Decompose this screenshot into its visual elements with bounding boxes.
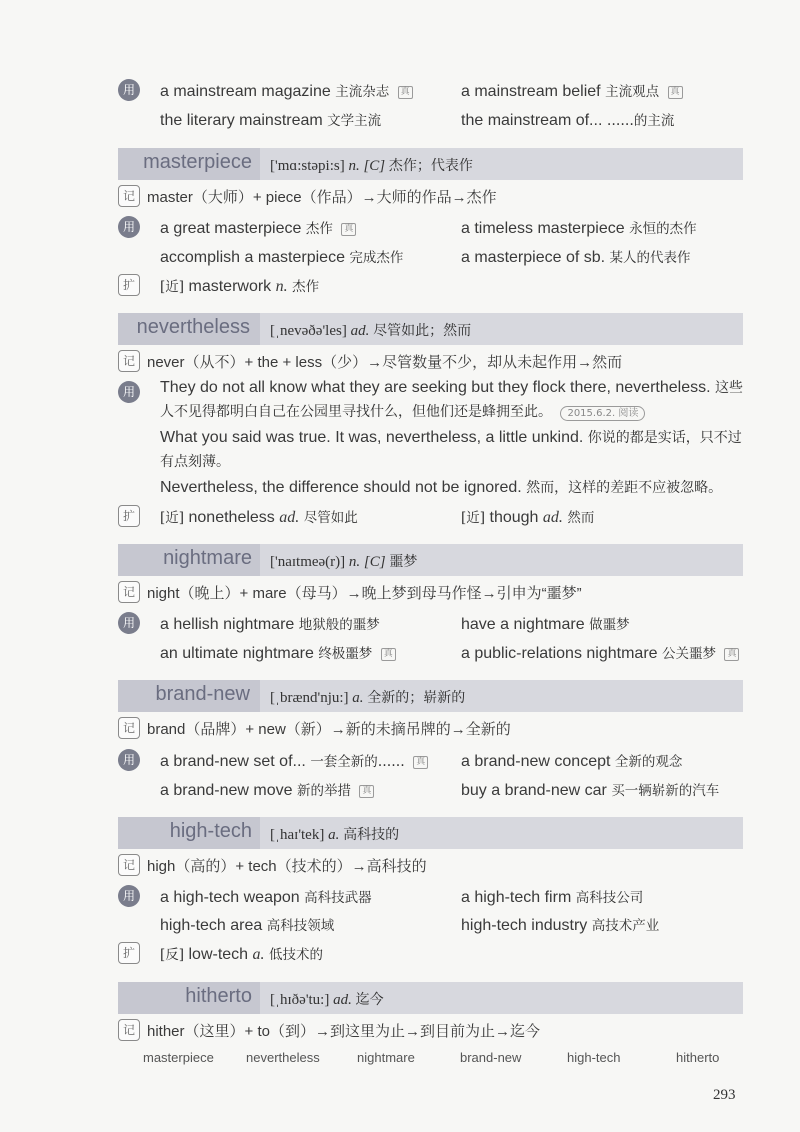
part-of-speech: n. [C] — [348, 158, 386, 174]
pronunciation-line — [270, 687, 465, 707]
phrase — [160, 80, 413, 101]
phrase — [461, 914, 659, 935]
sentence-en: Nevertheless, the difference should not be ignored. — [160, 479, 522, 496]
pronunciation-line — [270, 155, 473, 175]
exam-source-tag: 2015.6.2. 阅读 — [560, 406, 645, 421]
phrase — [160, 217, 356, 238]
phrase-en: high-tech industry — [461, 917, 588, 934]
related-word-cn: 尽管如此 — [303, 510, 358, 526]
phrase-cn: 文学主流 — [327, 113, 382, 129]
meaning: 尽管如此；然而 — [373, 323, 472, 339]
related-word-cn: 低技术的 — [268, 947, 323, 963]
related-word-cn: 然而 — [567, 510, 595, 526]
phrase-cn: 某人的代表作 — [609, 250, 691, 266]
phrase-cn: 高科技武器 — [304, 890, 372, 906]
memory-icon: 记 — [118, 185, 140, 207]
pronunciation-line — [270, 989, 384, 1009]
phrase-en: a mainstream belief — [461, 83, 601, 100]
part-of-speech: ad. — [333, 992, 352, 1008]
usage-icon: 用 — [118, 749, 140, 771]
phonetic: [ˌhɪðə'tu:] — [270, 992, 330, 1008]
pronunciation-line — [270, 824, 399, 844]
meaning: 全新的；崭新的 — [367, 690, 466, 706]
headword: nightmare — [163, 547, 252, 569]
related-word-en: masterwork — [188, 278, 272, 295]
phrase-en: high-tech area — [160, 917, 263, 934]
phrase-cn: 高技术产业 — [591, 918, 660, 934]
phrase-en: a timeless masterpiece — [461, 220, 625, 237]
related-word — [160, 943, 323, 964]
part-of-speech: n. — [275, 278, 288, 295]
phrase-cn: 公关噩梦 — [662, 646, 716, 662]
etymology: night（晚上）+ mare（母马）→晚上梦到母马作怪→引申为“噩梦” — [147, 585, 582, 602]
phrase-cn: 一套全新的…… — [310, 754, 405, 770]
phrase-en: a hellish nightmare — [160, 616, 295, 633]
phrase-en: have a nightmare — [461, 616, 585, 633]
phrase — [461, 750, 682, 771]
phrase-cn: 主流观点 — [605, 84, 660, 100]
relation-label: [反] — [160, 947, 185, 963]
headword: nevertheless — [136, 316, 250, 338]
phrase — [160, 779, 374, 800]
phrase-en: a brand-new move — [160, 782, 293, 799]
headword-band — [118, 817, 743, 849]
etymology: never（从不）+ the + less（少）→尽管数量不少，却从未起作用→然而 — [147, 354, 623, 371]
etymology: hither（这里）+ to（到）→到这里为止→到目前为止→迄今 — [147, 1023, 540, 1040]
meaning: 高科技的 — [343, 827, 400, 843]
sentence-en: What you said was true. It was, nevertheless, a little unkind. — [160, 429, 584, 446]
footer-nav-item: high-tech — [567, 1050, 621, 1065]
memory-icon: 记 — [118, 350, 140, 372]
footer-nav-item: nevertheless — [246, 1050, 320, 1065]
phrase — [160, 613, 380, 634]
phrase-en: a brand-new concept — [461, 753, 611, 770]
phrase — [461, 246, 691, 267]
phrase-cn: ……的主流 — [606, 113, 675, 129]
phrase — [160, 109, 381, 130]
part-of-speech: ad. — [542, 509, 563, 526]
phrase-en: an ultimate nightmare — [160, 645, 314, 662]
phrase-en: a mainstream magazine — [160, 83, 331, 100]
phrase-cn: 终极噩梦 — [318, 646, 373, 662]
sentence-cn: 然而，这样的差距不应被忽略。 — [526, 480, 723, 496]
etymology: master（大师）+ piece（作品）→大师的作品→杰作 — [147, 189, 497, 206]
expand-icon: 扩 — [118, 274, 140, 296]
phrase-en: accomplish a masterpiece — [160, 249, 345, 266]
phrase-en: a brand-new set of... — [160, 753, 306, 770]
footer-nav-item: brand-new — [460, 1050, 522, 1065]
related-word — [160, 275, 319, 296]
phrase-cn: 全新的观念 — [614, 754, 683, 770]
expand-icon: 扩 — [118, 942, 140, 964]
footer-nav-item: masterpiece — [143, 1050, 214, 1065]
phrase — [461, 109, 674, 130]
exam-tag: 真 — [381, 648, 396, 661]
example-sentence — [160, 376, 748, 424]
headword-band — [118, 544, 743, 576]
phrase — [461, 80, 683, 101]
phrase — [461, 217, 697, 238]
headword: brand-new — [155, 683, 250, 705]
phrase-en: a masterpiece of sb. — [461, 249, 606, 266]
headword-band — [118, 982, 743, 1014]
phrase — [461, 613, 630, 634]
headword-band — [118, 680, 743, 712]
part-of-speech: a. — [328, 827, 340, 843]
phrase — [160, 750, 428, 771]
memory-icon: 记 — [118, 581, 140, 603]
phrase-cn: 高科技领域 — [266, 918, 335, 934]
exam-tag: 真 — [413, 756, 428, 769]
sentence-cn: 你说的都是实话，只不过有点刻薄。 — [160, 430, 742, 470]
memory-icon: 记 — [118, 1019, 140, 1041]
meaning: 噩梦 — [389, 554, 418, 570]
headword-band — [118, 313, 743, 345]
memory-icon: 记 — [118, 717, 140, 739]
exam-tag: 真 — [359, 785, 374, 798]
phonetic: ['mɑ:stəpi:s] — [270, 158, 345, 174]
phrase-cn: 完成杰作 — [349, 250, 404, 266]
phrase — [461, 779, 719, 800]
memory-icon: 记 — [118, 854, 140, 876]
related-word — [461, 506, 594, 527]
phonetic: [ˌbrænd'nju:] — [270, 690, 349, 706]
meaning: 杰作；代表作 — [388, 158, 473, 174]
example-sentence — [160, 426, 748, 474]
relation-label: [近] — [160, 279, 185, 295]
headword: high-tech — [169, 820, 252, 842]
phrase-en: the literary mainstream — [160, 112, 323, 129]
phrase-en: buy a brand-new car — [461, 782, 607, 799]
page-number: 293 — [713, 1087, 736, 1103]
phrase — [160, 886, 372, 907]
footer-nav-item: hitherto — [676, 1050, 720, 1065]
related-word-en: low-tech — [188, 946, 249, 963]
usage-icon: 用 — [118, 381, 140, 403]
part-of-speech: a. — [352, 690, 364, 706]
phonetic: [ˌnevəðə'les] — [270, 323, 347, 339]
usage-icon: 用 — [118, 216, 140, 238]
related-word-en: though — [489, 509, 539, 526]
headword: masterpiece — [143, 151, 252, 173]
phrase — [160, 642, 396, 663]
relation-label: [近] — [160, 510, 185, 526]
phrase — [160, 246, 403, 267]
phrase-cn: 地狱般的噩梦 — [298, 617, 380, 633]
exam-tag: 真 — [341, 223, 356, 236]
phrase-cn: 新的举措 — [296, 783, 351, 799]
meaning: 迄今 — [355, 992, 384, 1008]
part-of-speech: a. — [252, 946, 265, 963]
usage-icon: 用 — [118, 79, 140, 101]
sentence-en: They do not all know what they are seeking but they flock there, nevertheless. — [160, 379, 711, 396]
phonetic: ['naɪtmeə(r)] — [270, 554, 346, 570]
exam-tag: 真 — [668, 86, 683, 99]
exam-tag: 真 — [398, 86, 413, 99]
phrase — [160, 914, 334, 935]
phrase-cn: 高科技公司 — [575, 890, 644, 906]
usage-icon: 用 — [118, 612, 140, 634]
etymology: high（高的）+ tech（技术的）→高科技的 — [147, 858, 427, 875]
part-of-speech: ad. — [350, 323, 370, 339]
phrase — [461, 642, 739, 663]
phrase-en: a high-tech weapon — [160, 889, 300, 906]
phrase-cn: 买一辆崭新的汽车 — [611, 783, 720, 799]
related-word — [160, 506, 358, 527]
example-sentence — [160, 476, 760, 500]
phrase-en: a great masterpiece — [160, 220, 302, 237]
phrase-cn: 杰作 — [305, 221, 333, 237]
related-word-cn: 杰作 — [292, 279, 320, 295]
relation-label: [近] — [461, 510, 486, 526]
headword: hitherto — [185, 985, 252, 1007]
usage-icon: 用 — [118, 885, 140, 907]
phrase-cn: 主流杂志 — [335, 84, 390, 100]
phrase-cn: 做噩梦 — [589, 617, 630, 633]
part-of-speech: ad. — [279, 509, 300, 526]
expand-icon: 扩 — [118, 505, 140, 527]
exam-tag: 真 — [724, 648, 739, 661]
phrase — [461, 886, 643, 907]
phrase-en: a high-tech firm — [461, 889, 572, 906]
related-word-en: nonetheless — [188, 509, 275, 526]
etymology: brand（品牌）+ new（新）→新的未摘吊牌的→全新的 — [147, 721, 511, 738]
phonetic: [ˌhaɪ'tek] — [270, 827, 325, 843]
phrase-cn: 永恒的杰作 — [629, 221, 697, 237]
headword-band — [118, 148, 743, 180]
part-of-speech: n. [C] — [348, 554, 386, 570]
phrase-en: the mainstream of... — [461, 112, 603, 129]
pronunciation-line — [270, 320, 471, 340]
footer-nav-item: nightmare — [357, 1050, 415, 1065]
sentence-cn: 这些人不见得都明白自己在公园里寻找什么，但他们还是蜂拥至此。 — [160, 380, 743, 420]
pronunciation-line — [270, 551, 417, 571]
phrase-en: a public-relations nightmare — [461, 645, 658, 662]
